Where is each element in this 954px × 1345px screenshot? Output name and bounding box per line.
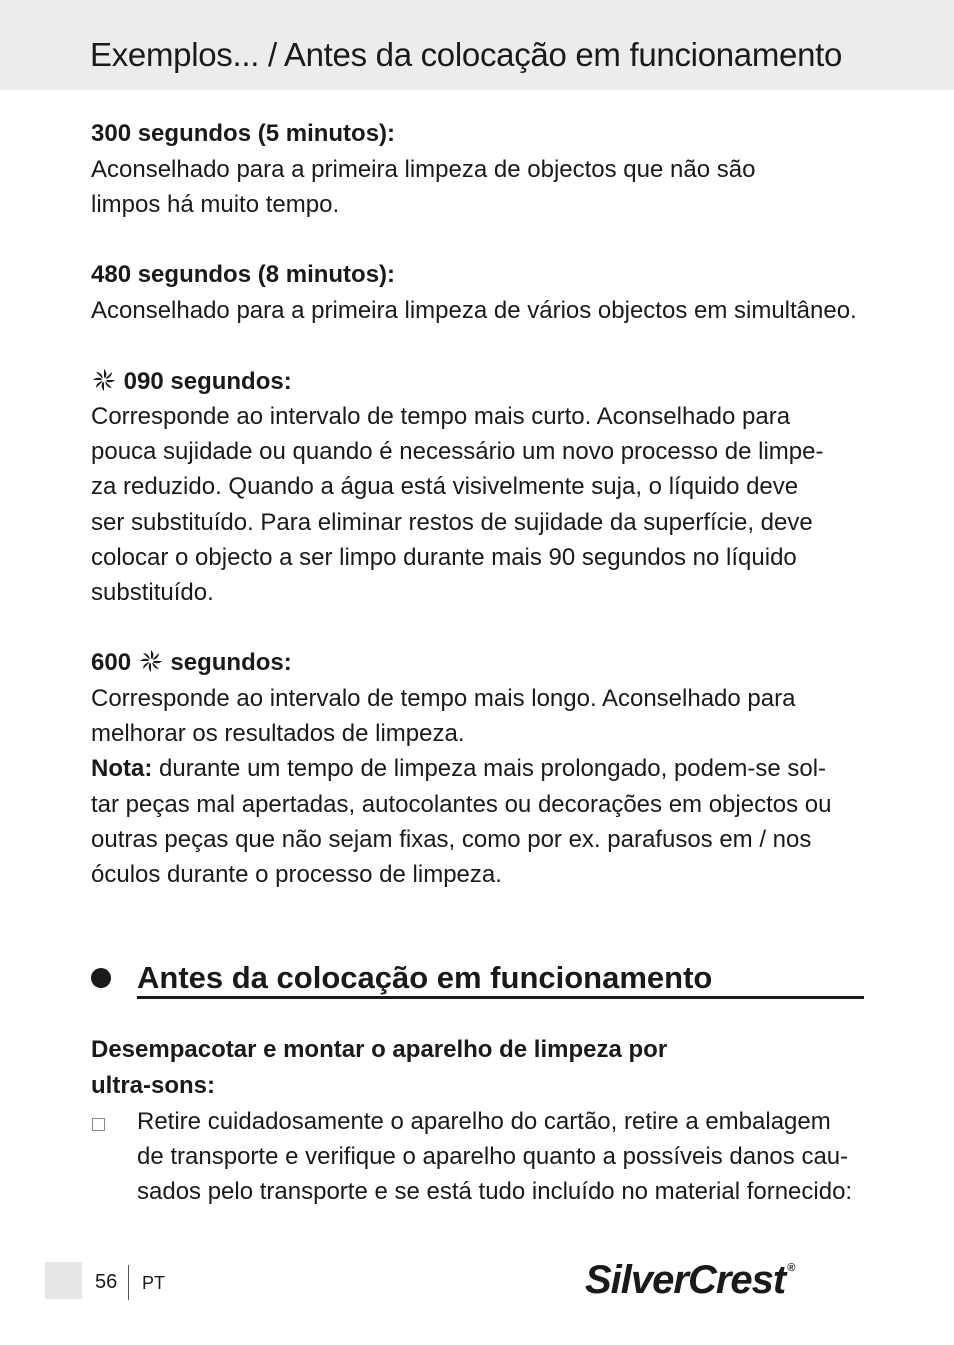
page-title: Exemplos... / Antes da colocação em funcionamento bbox=[90, 36, 843, 73]
block-600-heading-pre: 600 bbox=[91, 649, 132, 676]
block-300-line: Aconselhado para a primeira limpeza de objectos que não são bbox=[91, 156, 756, 183]
block-090-line: ser substituído. Para eliminar restos de sujidade da superfície, deve bbox=[91, 509, 813, 536]
block-480-line: Aconselhado para a primeira limpeza de vários objectos em simultâneo. bbox=[91, 297, 857, 324]
brand-name: SilverCrest bbox=[585, 1258, 786, 1302]
block-300-heading: 300 segundos (5 minutos): bbox=[91, 120, 396, 147]
block-600-heading-post: segundos: bbox=[170, 649, 292, 676]
section-title: Antes da colocação em funcionamento bbox=[137, 960, 713, 995]
language-code: PT bbox=[142, 1273, 166, 1293]
checkbox-icon bbox=[92, 1118, 105, 1131]
section-underline bbox=[137, 996, 864, 999]
block-090-line: colocar o objecto a ser limpo durante mais 90 segundos no líquido bbox=[91, 544, 797, 571]
registered-mark: ® bbox=[787, 1262, 795, 1274]
block-300-line: limpos há muito tempo. bbox=[91, 191, 340, 218]
block-090-line: Corresponde ao intervalo de tempo mais curto. Aconselhado para bbox=[91, 403, 791, 430]
list-item-line: Retire cuidadosamente o aparelho do cartão, retire a embalagem bbox=[137, 1108, 831, 1135]
block-090-line: pouca sujidade ou quando é necessário um novo processo de limpe- bbox=[91, 438, 824, 465]
block-480-heading: 480 segundos (8 minutos): bbox=[91, 261, 396, 288]
section-subheading: ultra-sons: bbox=[91, 1072, 216, 1099]
note-line bbox=[91, 754, 826, 784]
fan-icon bbox=[91, 367, 117, 393]
note-label: Nota: bbox=[91, 755, 153, 782]
block-090-heading-text: 090 segundos: bbox=[123, 368, 292, 395]
list-item-line: de transporte e verifique o aparelho quanto a possíveis danos cau- bbox=[137, 1143, 849, 1170]
note-text: durante um tempo de limpeza mais prolongado, podem-se sol- bbox=[152, 755, 827, 782]
footer-divider bbox=[128, 1265, 129, 1300]
note-line: óculos durante o processo de limpeza. bbox=[91, 861, 502, 888]
footer-box bbox=[45, 1262, 82, 1299]
note-line: outras peças que não sejam fixas, como por ex. parafusos em / nos bbox=[91, 826, 812, 853]
block-600-line: melhorar os resultados de limpeza. bbox=[91, 720, 465, 747]
note-line: tar peças mal apertadas, autocolantes ou decorações em objectos ou bbox=[91, 791, 832, 818]
page-number: 56 bbox=[95, 1271, 118, 1293]
bullet-icon bbox=[91, 968, 111, 988]
brand-logo bbox=[585, 1258, 794, 1303]
block-090-heading bbox=[91, 367, 292, 397]
list-item-line: sados pelo transporte e se está tudo incluído no material fornecido: bbox=[137, 1178, 853, 1205]
block-600-line: Corresponde ao intervalo de tempo mais longo. Aconselhado para bbox=[91, 685, 796, 712]
section-subheading: Desempacotar e montar o aparelho de limpeza por bbox=[91, 1036, 668, 1063]
block-600-heading bbox=[91, 648, 292, 678]
fan-icon bbox=[138, 648, 164, 674]
block-090-line: za reduzido. Quando a água está visivelmente suja, o líquido deve bbox=[91, 473, 799, 500]
block-090-line: substituído. bbox=[91, 579, 214, 606]
